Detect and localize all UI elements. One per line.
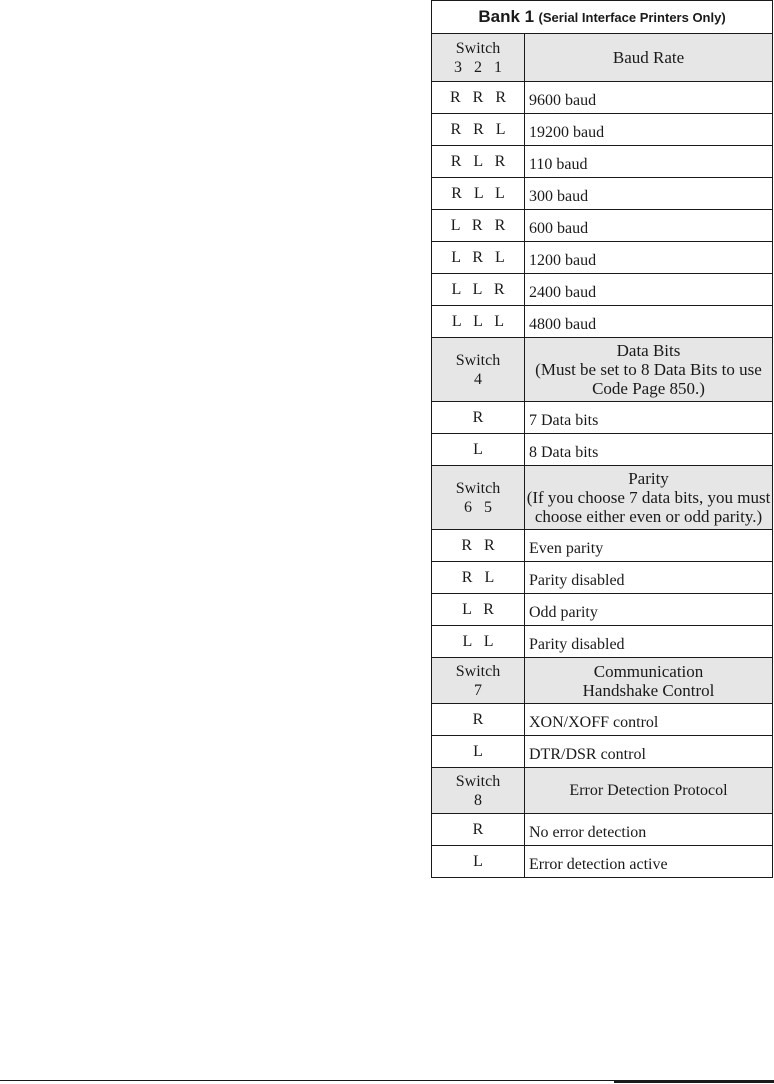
table-row bbox=[432, 434, 773, 466]
switch-label-cell bbox=[432, 466, 525, 530]
setting-value: Odd parity bbox=[525, 594, 773, 626]
table-row bbox=[432, 594, 773, 626]
section-heading: Baud Rate bbox=[525, 34, 773, 82]
table-row bbox=[432, 626, 773, 658]
switch-numbers: 8 bbox=[474, 791, 486, 809]
switch-position: R L L bbox=[432, 178, 525, 210]
switch-position: R R bbox=[432, 530, 525, 562]
switch-position: L R bbox=[432, 594, 525, 626]
setting-value: XON/XOFF control bbox=[525, 704, 773, 736]
section-header-parity bbox=[432, 466, 773, 530]
table-row bbox=[432, 178, 773, 210]
section-heading-cell bbox=[525, 466, 773, 530]
switch-label-cell bbox=[432, 34, 525, 82]
setting-value: 7 Data bits bbox=[525, 402, 773, 434]
switch-position: L L bbox=[432, 626, 525, 658]
section-heading-cell bbox=[525, 658, 773, 704]
table-row bbox=[432, 402, 773, 434]
switch-label-cell bbox=[432, 658, 525, 704]
table-row bbox=[432, 210, 773, 242]
switch-position: L R R bbox=[432, 210, 525, 242]
table-title bbox=[432, 1, 773, 34]
switch-position: L L L bbox=[432, 306, 525, 338]
switch-label-cell bbox=[432, 768, 525, 814]
table-row bbox=[432, 82, 773, 114]
setting-value: 600 baud bbox=[525, 210, 773, 242]
switch-position: R bbox=[432, 814, 525, 846]
table-row bbox=[432, 306, 773, 338]
setting-value: Error detection active bbox=[525, 846, 773, 878]
setting-value: 4800 baud bbox=[525, 306, 773, 338]
bank1-switch-table bbox=[431, 0, 773, 878]
switch-label: Switch bbox=[455, 772, 501, 790]
switch-label: Switch bbox=[455, 662, 501, 680]
switch-label: Switch bbox=[455, 39, 501, 57]
setting-value: 19200 baud bbox=[525, 114, 773, 146]
setting-value: 1200 baud bbox=[525, 242, 773, 274]
switch-label: Switch bbox=[455, 351, 501, 369]
table-row bbox=[432, 242, 773, 274]
switch-position: L L R bbox=[432, 274, 525, 306]
switch-position: R R L bbox=[432, 114, 525, 146]
switch-position: L bbox=[432, 846, 525, 878]
section-note: (Must be set to 8 Data Bits to use Code Page 850.) bbox=[535, 360, 762, 398]
setting-value: 8 Data bits bbox=[525, 434, 773, 466]
setting-value: Parity disabled bbox=[525, 626, 773, 658]
section-header-data-bits bbox=[432, 338, 773, 402]
section-heading: Error Detection Protocol bbox=[525, 768, 773, 814]
table-row bbox=[432, 736, 773, 768]
table-row bbox=[432, 704, 773, 736]
setting-value: Even parity bbox=[525, 530, 773, 562]
section-heading-cell bbox=[525, 338, 773, 402]
section-header-handshake bbox=[432, 658, 773, 704]
switch-numbers: 6 5 bbox=[464, 498, 496, 516]
switch-numbers: 4 bbox=[474, 370, 486, 388]
switch-position: L bbox=[432, 434, 525, 466]
setting-value: No error detection bbox=[525, 814, 773, 846]
table-row bbox=[432, 562, 773, 594]
table-row bbox=[432, 146, 773, 178]
section-header-error-detection bbox=[432, 768, 773, 814]
table-row bbox=[432, 530, 773, 562]
setting-value: 110 baud bbox=[525, 146, 773, 178]
switch-position: R bbox=[432, 704, 525, 736]
switch-numbers: 7 bbox=[474, 681, 486, 699]
table-row bbox=[432, 814, 773, 846]
page-bottom-rule-accent bbox=[614, 1081, 774, 1083]
setting-value: 300 baud bbox=[525, 178, 773, 210]
section-heading-line2: Handshake Control bbox=[582, 680, 715, 700]
section-note: (If you choose 7 data bits, you must choose either even or odd parity.) bbox=[526, 488, 771, 526]
title-main: Bank 1 bbox=[478, 7, 535, 26]
table-row bbox=[432, 114, 773, 146]
switch-position: R bbox=[432, 402, 525, 434]
table-title-row bbox=[432, 1, 773, 34]
title-sub: (Serial Interface Printers Only) bbox=[538, 10, 726, 25]
switch-position: R R R bbox=[432, 82, 525, 114]
switch-position: R L R bbox=[432, 146, 525, 178]
table-row bbox=[432, 846, 773, 878]
switch-label: Switch bbox=[455, 479, 501, 497]
switch-position: L bbox=[432, 736, 525, 768]
setting-value: Parity disabled bbox=[525, 562, 773, 594]
switch-position: L R L bbox=[432, 242, 525, 274]
setting-value: 9600 baud bbox=[525, 82, 773, 114]
setting-value: DTR/DSR control bbox=[525, 736, 773, 768]
section-heading: Parity bbox=[628, 469, 669, 488]
section-heading: Communication bbox=[593, 661, 704, 681]
table-row bbox=[432, 274, 773, 306]
switch-position: R L bbox=[432, 562, 525, 594]
switch-numbers: 3 2 1 bbox=[454, 58, 506, 76]
setting-value: 2400 baud bbox=[525, 274, 773, 306]
section-heading: Data Bits bbox=[616, 341, 681, 360]
section-header-baud-rate bbox=[432, 34, 773, 82]
switch-label-cell bbox=[432, 338, 525, 402]
